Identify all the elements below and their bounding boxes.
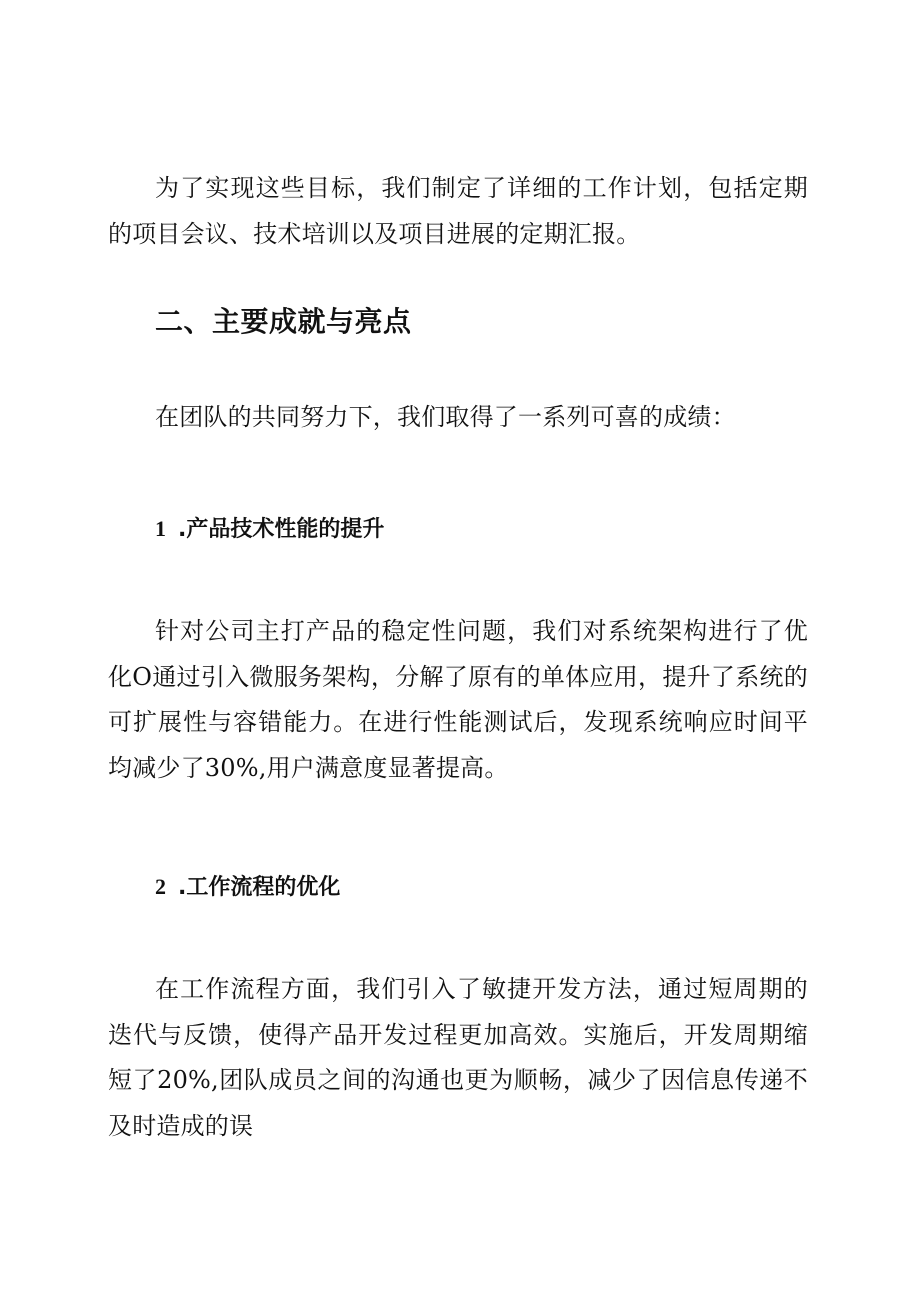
section-heading-achievements: 二、主要成就与亮点 [155,305,412,338]
subheading-number: 1 [155,516,166,541]
subheading-title: .工作流程的优化 [178,875,341,900]
paragraph-agile-process: 在工作流程方面，我们引入了敏捷开发方法，通过短周期的迭代与反馈，使得产品开发过程更加高效。实施后，开发周期缩短了20%,团队成员之间的沟通也更为顺畅，减少了因信息传递不及时造成的误 [108,975,808,1140]
subheading-title: .产品技术性能的提升 [178,517,385,542]
paragraph-work-plan: 为了实现这些目标，我们制定了详细的工作计划，包括定期的项目会议、技术培训以及项目进展的定期汇报。 [108,174,808,248]
paragraph-team-results: 在团队的共同努力下，我们取得了一系列可喜的成绩： [155,403,736,431]
subheading-workflow-optimization [155,870,340,901]
subheading-number: 2 [155,874,166,899]
paragraph-architecture-optimization: 针对公司主打产品的稳定性问题，我们对系统架构进行了优化O通过引入微服务架构，分解了原有的单体应用，提升了系统的可扩展性与容错能力。在进行性能测试后，发现系统响应时间平均减少了30%,用户满意度显著提高。 [108,617,808,782]
subheading-product-performance [155,512,384,543]
